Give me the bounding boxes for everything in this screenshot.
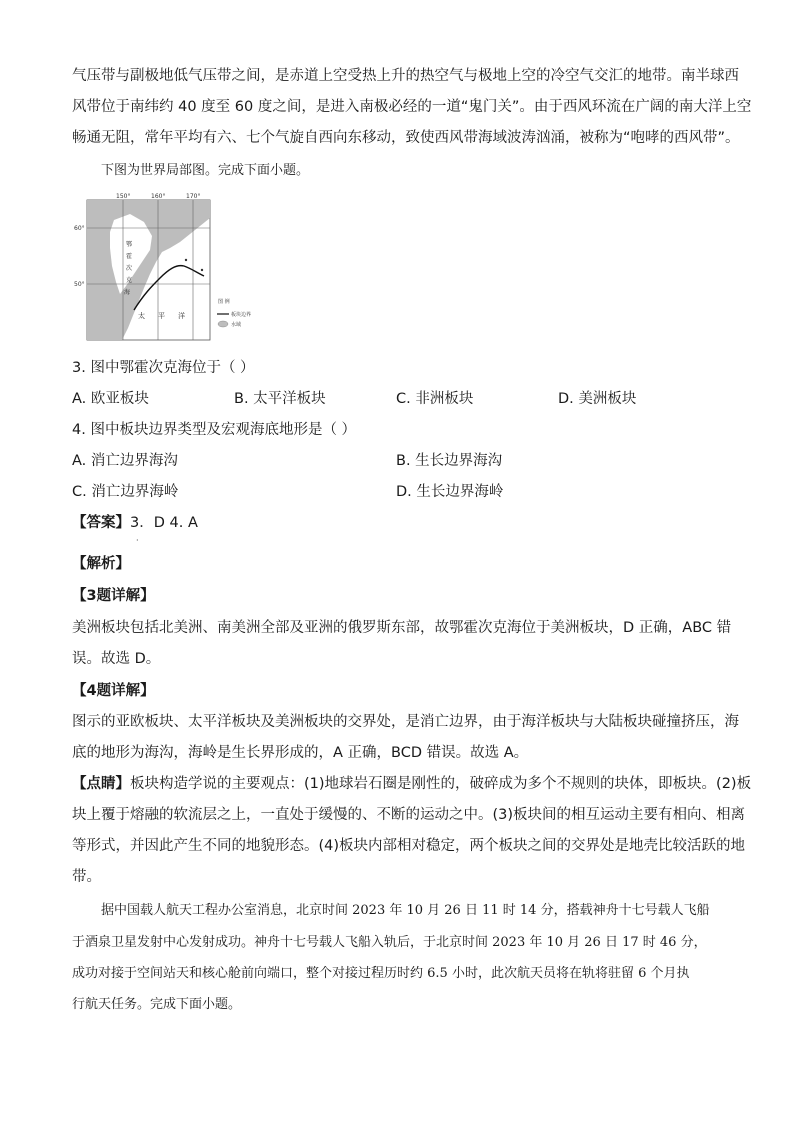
q4-stem: 4. 图中板块边界类型及宏观海底地形是（ ） xyxy=(72,422,357,438)
decorative-dot: · xyxy=(136,536,139,545)
next-line-3: 成功对接于空间站天和核心舱前向端口，整个对接过程历时约 6.5 小时，此次航天员将在轨将驻留 6 个月执 xyxy=(72,966,690,981)
map-caption: 下图为世界局部图。完成下面小题。 xyxy=(101,163,310,178)
answer-label: 【答案】 xyxy=(72,515,130,531)
detail-4-line-2: 底的地形为海沟，海岭是生长界形成的，A 正确，BCD 错误。故选 A。 xyxy=(72,745,529,761)
sea-char: 鄂 xyxy=(126,241,133,248)
sea-char: 霍 xyxy=(126,253,133,260)
ocean-char: 平 xyxy=(158,312,165,320)
q3-option-c[interactable]: C. 非洲板块 xyxy=(396,391,474,407)
intro-line-3: 畅通无阻，常年平均有六、七个气旋自西向东移动，致使西风带海域波涛汹涌，被称为“咆哮的西风带”。 xyxy=(72,130,740,146)
q4-option-d[interactable]: D. 生长边界海岭 xyxy=(396,484,504,500)
lat-label-50: 50° xyxy=(74,281,85,288)
q3-option-d[interactable]: D. 美洲板块 xyxy=(558,391,637,407)
detail-4-label: 【4题详解】 xyxy=(72,683,155,699)
intro-line-2: 风带位于南纬约 40 度至 60 度之间，是进入南极必经的一道“鬼门关”。由于西风环流在广阔的南大洋上空 xyxy=(72,99,752,115)
q4-option-a[interactable]: A. 消亡边界海沟 xyxy=(72,453,178,469)
sea-char: 次 xyxy=(126,265,133,272)
legend-water-swatch xyxy=(218,321,228,327)
answer-text: 3．D 4. A xyxy=(130,515,198,531)
ocean-char: 洋 xyxy=(178,312,185,320)
answer-row xyxy=(72,513,198,533)
tip-line-1 xyxy=(72,774,751,794)
tip-text-1: 板块构造学说的主要观点：(1)地球岩石圈是刚性的，破碎成为多个不规则的块体，即板块。(2)板 xyxy=(130,776,752,792)
map-svg xyxy=(72,190,262,342)
tip-line-2: 块上覆于熔融的软流层之上，一直处于缓慢的、不断的运动之中。(3)板块间的相互运动主要有相向、相离 xyxy=(72,807,746,823)
analysis-label: 【解析】 xyxy=(72,556,130,572)
detail-3-line-1: 美洲板块包括北美洲、南美洲全部及亚洲的俄罗斯东部，故鄂霍次克海位于美洲板块，D 正确，ABC 错 xyxy=(72,620,732,636)
detail-3-label: 【3题详解】 xyxy=(72,588,155,604)
sea-char: 克 xyxy=(126,277,133,284)
detail-4-line-1: 图示的亚欧板块、太平洋板块及美洲板块的交界处，是消亡边界，由于海洋板块与大陆板块碰撞挤压，海 xyxy=(72,714,739,730)
legend-water-label: 水域 xyxy=(231,322,242,328)
sea-char: 海 xyxy=(124,289,131,296)
q3-option-a[interactable]: A. 欧亚板块 xyxy=(72,391,149,407)
detail-3-line-2: 误。故选 D。 xyxy=(72,651,161,667)
next-line-1: 据中国载人航天工程办公室消息，北京时间 2023 年 10 月 26 日 11 时 14 分，搭载神舟十七号载人飞船 xyxy=(101,903,710,918)
q4-option-c[interactable]: C. 消亡边界海岭 xyxy=(72,484,179,500)
q3-stem: 3. 图中鄂霍次克海位于（ ） xyxy=(72,360,255,376)
q4-option-b[interactable]: B. 生长边界海沟 xyxy=(396,453,503,469)
tip-line-3: 等形式，并因此产生不同的地貌形态。(4)板块内部相对稳定，两个板块之间的交界处是地壳比较活跃的地 xyxy=(72,838,746,854)
island-dot xyxy=(201,269,203,271)
tip-line-4: 带。 xyxy=(72,869,101,885)
intro-line-1: 气压带与副极地低气压带之间，是赤道上空受热上升的热空气与极地上空的冷空气交汇的地带。南半球西 xyxy=(72,68,739,84)
legend-boundary-label: 板块边界 xyxy=(231,312,252,318)
world-partial-map xyxy=(72,190,262,342)
next-line-2: 于酒泉卫星发射中心发射成功。神舟十七号载人飞船入轨后，于北京时间 2023 年 10 月 26 日 17 时 46 分， xyxy=(72,935,707,950)
lon-label-160: 160° xyxy=(151,193,166,200)
next-line-4: 行航天任务。完成下面小题。 xyxy=(72,997,242,1012)
legend-title: 图 例 xyxy=(218,299,230,305)
q3-option-b[interactable]: B. 太平洋板块 xyxy=(234,391,326,407)
ocean-char: 太 xyxy=(138,312,145,320)
lon-label-150: 150° xyxy=(116,193,131,200)
island-dot xyxy=(185,259,187,261)
tip-label: 【点睛】 xyxy=(72,776,130,792)
lat-label-60: 60° xyxy=(74,225,85,232)
lon-label-170: 170° xyxy=(186,193,201,200)
